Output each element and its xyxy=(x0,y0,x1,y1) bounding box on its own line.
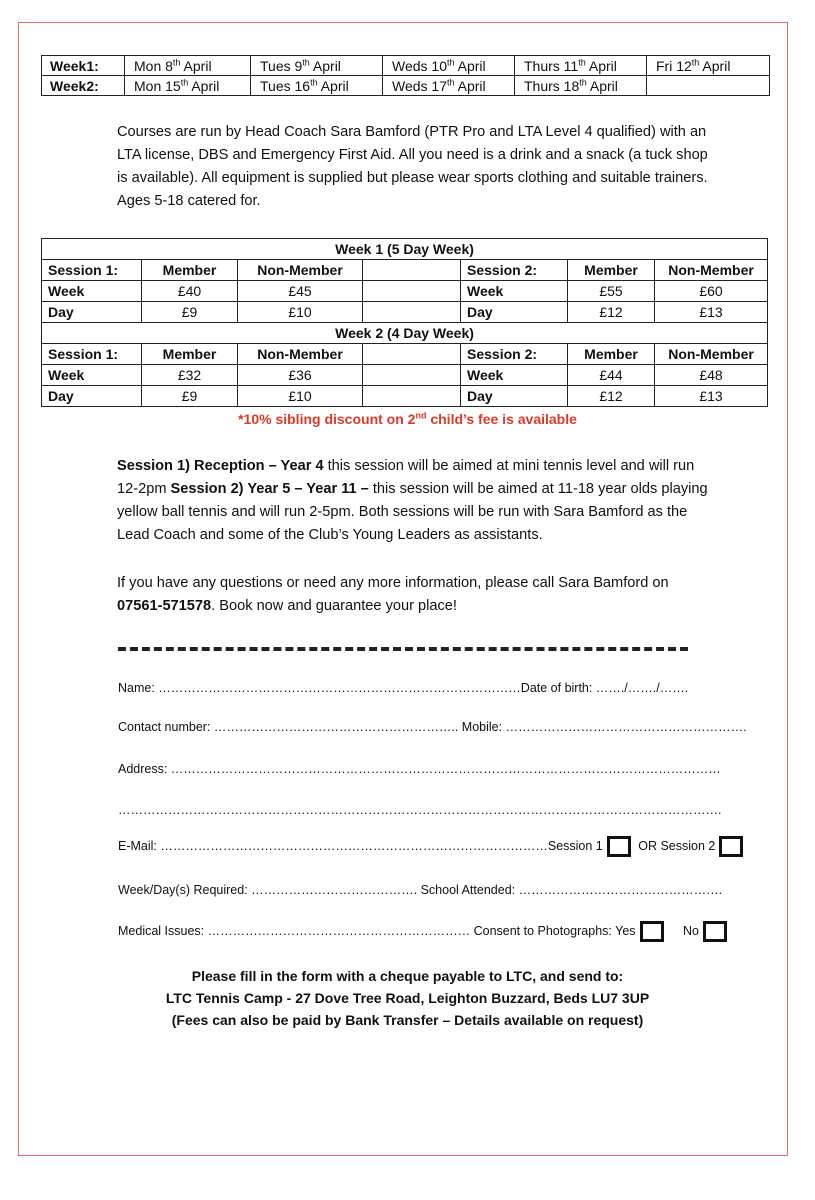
non-member-header: Non-Member xyxy=(655,344,768,365)
email-row xyxy=(118,836,743,857)
email-field[interactable]: E-Mail: …………………………………………………………………………………Session 1 xyxy=(118,838,603,853)
session2-label: Session 2: xyxy=(461,260,568,281)
address-field-line2[interactable]: ………………………………………………………………………………………………………………………………. xyxy=(118,803,722,817)
week2-title: Week 2 (4 Day Week) xyxy=(42,323,768,344)
sibling-discount-note: *10% sibling discount on 2nd child’s fee is available xyxy=(238,410,577,427)
price-cell: £13 xyxy=(655,386,768,407)
price-row xyxy=(42,281,768,302)
footer-line3: (Fees can also be paid by Bank Transfer – Details available on request) xyxy=(171,1012,644,1028)
name-field[interactable]: Name: ……………………………………………………………………………Date of birth: ……./……./……. xyxy=(118,681,689,695)
session1-checkbox[interactable] xyxy=(607,836,631,857)
week-label: Week xyxy=(42,365,142,386)
day-label: Day xyxy=(42,386,142,407)
week1-title-row xyxy=(42,239,768,260)
contact-paragraph: If you have any questions or need any more information, please call Sara Bamford on 07561-571578. Book now and guarantee your place! xyxy=(117,575,669,614)
week1-label: Week1: xyxy=(42,56,125,76)
date-cell: Weds 10th April xyxy=(383,56,515,76)
price-cell: £9 xyxy=(142,302,238,323)
footer-address: LTC Tennis Camp - 27 Dove Tree Road, Leighton Buzzard, Beds LU7 3UP xyxy=(165,990,650,1006)
date-cell: Tues 16th April xyxy=(251,76,383,96)
header-row xyxy=(42,260,768,281)
price-cell: £10 xyxy=(238,302,363,323)
member-header: Member xyxy=(568,260,655,281)
date-cell: Mon 8th April xyxy=(125,56,251,76)
week2-row xyxy=(42,76,770,96)
session1-title: Session 1) Reception – Year 4 xyxy=(117,458,324,474)
price-cell: £13 xyxy=(655,302,768,323)
price-cell: £12 xyxy=(568,302,655,323)
spacer-cell xyxy=(363,281,461,302)
address-field[interactable]: Address: …………………………………………………………………………………………………………………… xyxy=(118,762,721,776)
price-cell: £60 xyxy=(655,281,768,302)
date-cell: Fri 12th April xyxy=(647,56,770,76)
day-label: Day xyxy=(461,302,568,323)
date-cell: Mon 15th April xyxy=(125,76,251,96)
price-cell: £12 xyxy=(568,386,655,407)
header-row xyxy=(42,344,768,365)
week-days-field[interactable]: Week/Day(s) Required: …………………………………. School Attended: …………………………………………. xyxy=(118,883,723,897)
non-member-header: Non-Member xyxy=(238,344,363,365)
date-cell: Weds 17th April xyxy=(383,76,515,96)
non-member-header: Non-Member xyxy=(238,260,363,281)
spacer-cell xyxy=(363,302,461,323)
price-cell: £10 xyxy=(238,386,363,407)
photo-consent-no-checkbox[interactable] xyxy=(703,921,727,942)
week2-label: Week2: xyxy=(42,76,125,96)
session1-label: Session 1: xyxy=(42,260,142,281)
date-cell: Thurs 18th April xyxy=(515,76,647,96)
member-header: Member xyxy=(568,344,655,365)
spacer-cell xyxy=(363,365,461,386)
price-row xyxy=(42,365,768,386)
spacer-cell xyxy=(363,260,461,281)
price-cell: £9 xyxy=(142,386,238,407)
session1-label: Session 1: xyxy=(42,344,142,365)
price-cell: £36 xyxy=(238,365,363,386)
medical-row xyxy=(118,921,727,942)
contact-number-field[interactable]: Contact number: ………………………………………………….. Mobile: …………………………………………………. xyxy=(118,720,747,734)
footer-line1: Please fill in the form with a cheque payable to LTC, and send to: xyxy=(191,968,624,984)
or-session2-label: OR Session 2 xyxy=(638,838,716,853)
medical-issues-field[interactable]: Medical Issues: ……………………………………………………… Consent to Photographs: Yes xyxy=(118,923,636,938)
price-row xyxy=(42,302,768,323)
member-header: Member xyxy=(142,344,238,365)
week1-row xyxy=(42,56,770,76)
intro-paragraph: Courses are run by Head Coach Sara Bamford (PTR Pro and LTA Level 4 qualified) with an LTA license, DBS and Emergency First Aid. All you need is a drink and a snack (a tuck shop is available). All equipment is supplied but please wear sports clothing and suitable trainers. Ages 5-18 catered for. xyxy=(117,124,708,209)
week2-title-row xyxy=(42,323,768,344)
spacer-cell xyxy=(363,386,461,407)
session2-checkbox[interactable] xyxy=(719,836,743,857)
price-cell: £48 xyxy=(655,365,768,386)
member-header: Member xyxy=(142,260,238,281)
prices-table xyxy=(41,238,768,407)
price-cell: £40 xyxy=(142,281,238,302)
price-cell: £44 xyxy=(568,365,655,386)
week-label: Week xyxy=(461,281,568,302)
date-cell: Thurs 11th April xyxy=(515,56,647,76)
sessions-paragraph: Session 1) Reception – Year 4 this session will be aimed at mini tennis level and will run 12-2pm Session 2) Year 5 – Year 11 – this session will be aimed at 11-18 year olds playing yellow ball tennis and will run 2-5pm. Both sessions will be run with Sara Bamford as the Lead Coach and some of the Club’s Young Leaders as assistants. xyxy=(117,458,708,543)
price-row xyxy=(42,386,768,407)
price-cell: £32 xyxy=(142,365,238,386)
cut-line xyxy=(118,647,688,651)
date-cell: Tues 9th April xyxy=(251,56,383,76)
week-label: Week xyxy=(42,281,142,302)
footer-instructions xyxy=(0,965,815,1031)
date-cell-empty xyxy=(647,76,770,96)
photo-consent-no-label: No xyxy=(683,923,699,938)
session2-title: Session 2) Year 5 – Year 11 – xyxy=(170,481,369,497)
non-member-header: Non-Member xyxy=(655,260,768,281)
session2-label: Session 2: xyxy=(461,344,568,365)
dates-table xyxy=(41,55,770,96)
price-cell: £55 xyxy=(568,281,655,302)
phone-number: 07561-571578 xyxy=(117,598,212,614)
day-label: Day xyxy=(461,386,568,407)
week1-title: Week 1 (5 Day Week) xyxy=(42,239,768,260)
photo-consent-yes-checkbox[interactable] xyxy=(640,921,664,942)
spacer-cell xyxy=(363,344,461,365)
day-label: Day xyxy=(42,302,142,323)
week-label: Week xyxy=(461,365,568,386)
price-cell: £45 xyxy=(238,281,363,302)
